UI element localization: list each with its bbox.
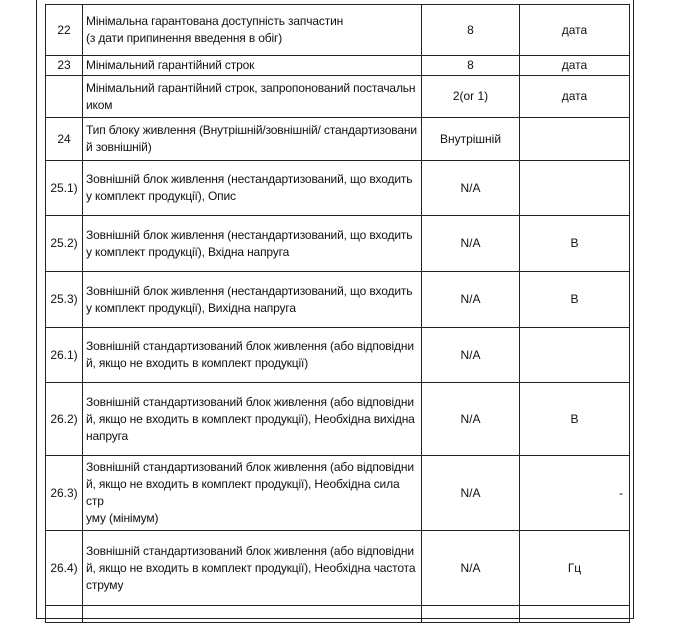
row-unit bbox=[520, 161, 630, 216]
row-unit bbox=[520, 606, 630, 623]
table-row bbox=[46, 56, 630, 76]
row-unit bbox=[520, 118, 630, 161]
row-unit: В bbox=[520, 272, 630, 328]
row-value: 8 bbox=[422, 56, 520, 76]
row-description: Тип блоку живлення (Внутрішній/зовнішній/ стандартизовани й зовнішній) bbox=[86, 123, 417, 154]
row-value: N/A bbox=[422, 161, 520, 216]
row-description: Зовнішній стандартизований блок живлення (або відповідни й, якщо не входить в комплект продукції), Необхідна сила стр уму (мінімум) bbox=[86, 460, 414, 525]
row-value: N/A bbox=[422, 531, 520, 606]
row-unit bbox=[520, 328, 630, 383]
table-row bbox=[46, 216, 630, 272]
row-unit: дата bbox=[520, 56, 630, 76]
row-number: 26.3) bbox=[46, 456, 83, 531]
row-description: Мінімальний гарантійний строк, запропонований постачальн иком bbox=[86, 80, 416, 112]
table-row bbox=[46, 383, 630, 456]
table-row bbox=[46, 272, 630, 328]
row-value: 2(or 1) bbox=[422, 76, 520, 118]
row-unit: Гц bbox=[520, 531, 630, 606]
table-row bbox=[46, 328, 630, 383]
row-number bbox=[46, 76, 83, 118]
table-row bbox=[46, 606, 630, 623]
row-number bbox=[46, 606, 83, 623]
row-value bbox=[422, 606, 520, 623]
row-value: Внутрішній bbox=[422, 118, 520, 161]
row-description: Мінімальна гарантована доступність запчастин (з дати припинення введення в обіг) bbox=[86, 14, 344, 45]
table-row bbox=[46, 5, 630, 56]
row-description: Мінімальний гарантійний строк bbox=[86, 58, 255, 72]
spec-table bbox=[45, 4, 630, 623]
table-row bbox=[46, 531, 630, 606]
table-row bbox=[46, 456, 630, 531]
row-number: 26.1) bbox=[46, 328, 83, 383]
row-value: N/A bbox=[422, 328, 520, 383]
row-unit: - bbox=[520, 456, 630, 531]
row-number: 26.2) bbox=[46, 383, 83, 456]
row-number: 25.2) bbox=[46, 216, 83, 272]
row-description: Зовнішній стандартизований блок живлення (або відповідни й, якщо не входить в комплект продукції), Необхідна вихідна напруга bbox=[86, 394, 415, 443]
row-number: 25.3) bbox=[46, 272, 83, 328]
row-value: N/A bbox=[422, 383, 520, 456]
row-unit: В bbox=[520, 216, 630, 272]
row-value: N/A bbox=[422, 216, 520, 272]
row-value: N/A bbox=[422, 272, 520, 328]
row-number: 24 bbox=[46, 118, 83, 161]
row-value: 8 bbox=[422, 5, 520, 56]
row-description: Зовнішній блок живлення (нестандартизований, що входить у комплект продукції), Вихідна напруга bbox=[86, 283, 413, 315]
row-description: Зовнішній стандартизований блок живлення (або відповідни й, якщо не входить в комплект продукції) bbox=[86, 339, 414, 370]
row-number: 23 bbox=[46, 56, 83, 76]
row-description: Зовнішній стандартизований блок живлення (або відповідни й, якщо не входить в комплект продукції), Необхідна частота струму bbox=[86, 543, 416, 592]
table-row bbox=[46, 76, 630, 118]
row-number: 26.4) bbox=[46, 531, 83, 606]
row-description: Зовнішній блок живлення (нестандартизований, що входить у комплект продукції), Вхідна напруга bbox=[86, 227, 413, 259]
table-row bbox=[46, 161, 630, 216]
row-unit: дата bbox=[520, 5, 630, 56]
row-unit: В bbox=[520, 383, 630, 456]
row-number: 25.1) bbox=[46, 161, 83, 216]
table-row bbox=[46, 118, 630, 161]
row-description: Зовнішній блок живлення (нестандартизований, що входить у комплект продукції), Опис bbox=[86, 172, 413, 203]
row-value: N/A bbox=[422, 456, 520, 531]
row-number: 22 bbox=[46, 5, 83, 56]
row-unit: дата bbox=[520, 76, 630, 118]
